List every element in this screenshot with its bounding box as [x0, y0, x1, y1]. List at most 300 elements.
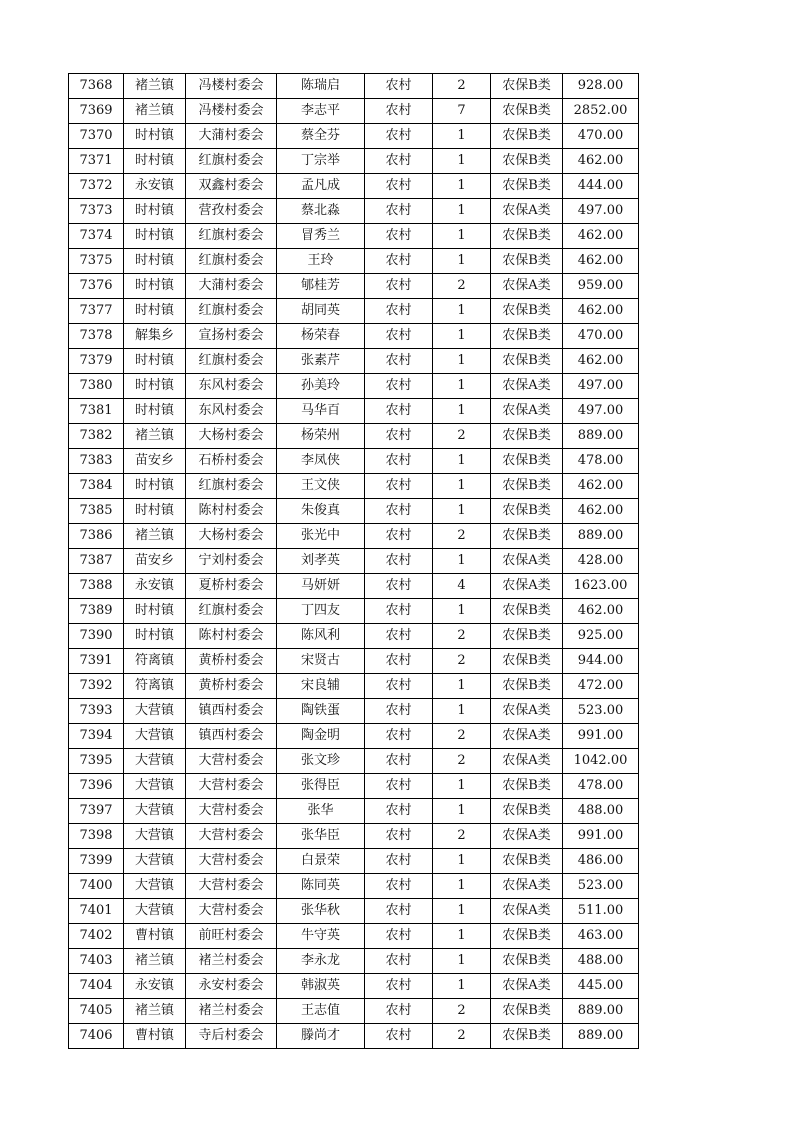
amount-cell: 462.00: [563, 299, 639, 324]
area-type-cell: 农村: [365, 424, 433, 449]
name-cell: 牛守英: [277, 924, 365, 949]
table-row: [69, 274, 639, 299]
town-cell: 褚兰镇: [124, 424, 186, 449]
row-number-cell: 7383: [69, 449, 124, 474]
insurance-category-cell: 农保B类: [491, 524, 563, 549]
table-row: [69, 124, 639, 149]
area-type-cell: 农村: [365, 974, 433, 999]
household-size-cell: 2: [433, 524, 491, 549]
table-row: [69, 949, 639, 974]
insurance-category-cell: 农保B类: [491, 324, 563, 349]
insurance-category-cell: 农保B类: [491, 649, 563, 674]
insurance-category-cell: 农保A类: [491, 199, 563, 224]
insurance-category-cell: 农保B类: [491, 474, 563, 499]
table-row: [69, 699, 639, 724]
row-number-cell: 7381: [69, 399, 124, 424]
village-committee-cell: 镇西村委会: [186, 724, 277, 749]
village-committee-cell: 红旗村委会: [186, 599, 277, 624]
village-committee-cell: 营孜村委会: [186, 199, 277, 224]
household-size-cell: 2: [433, 274, 491, 299]
village-committee-cell: 石桥村委会: [186, 449, 277, 474]
area-type-cell: 农村: [365, 999, 433, 1024]
insurance-category-cell: 农保B类: [491, 599, 563, 624]
village-committee-cell: 大蒲村委会: [186, 274, 277, 299]
row-number-cell: 7405: [69, 999, 124, 1024]
insurance-category-cell: 农保B类: [491, 99, 563, 124]
area-type-cell: 农村: [365, 199, 433, 224]
household-size-cell: 1: [433, 499, 491, 524]
insurance-category-cell: 农保B类: [491, 799, 563, 824]
amount-cell: 889.00: [563, 999, 639, 1024]
table-row: [69, 874, 639, 899]
household-size-cell: 1: [433, 849, 491, 874]
name-cell: 朱俊真: [277, 499, 365, 524]
insurance-category-cell: 农保A类: [491, 724, 563, 749]
village-committee-cell: 大蒲村委会: [186, 124, 277, 149]
amount-cell: 478.00: [563, 774, 639, 799]
town-cell: 时村镇: [124, 199, 186, 224]
town-cell: 曹村镇: [124, 1024, 186, 1049]
town-cell: 时村镇: [124, 399, 186, 424]
table-row: [69, 199, 639, 224]
town-cell: 时村镇: [124, 624, 186, 649]
amount-cell: 944.00: [563, 649, 639, 674]
table-row: [69, 599, 639, 624]
row-number-cell: 7396: [69, 774, 124, 799]
table-row: [69, 74, 639, 99]
insurance-category-cell: 农保A类: [491, 899, 563, 924]
area-type-cell: 农村: [365, 624, 433, 649]
amount-cell: 497.00: [563, 399, 639, 424]
village-committee-cell: 陈村村委会: [186, 499, 277, 524]
table-row: [69, 799, 639, 824]
household-size-cell: 1: [433, 874, 491, 899]
area-type-cell: 农村: [365, 899, 433, 924]
household-size-cell: 1: [433, 774, 491, 799]
insurance-category-cell: 农保B类: [491, 424, 563, 449]
household-size-cell: 2: [433, 424, 491, 449]
name-cell: 陈风利: [277, 624, 365, 649]
row-number-cell: 7387: [69, 549, 124, 574]
town-cell: 永安镇: [124, 174, 186, 199]
table-row: [69, 724, 639, 749]
amount-cell: 523.00: [563, 874, 639, 899]
area-type-cell: 农村: [365, 874, 433, 899]
amount-cell: 889.00: [563, 524, 639, 549]
household-size-cell: 1: [433, 449, 491, 474]
table-row: [69, 774, 639, 799]
row-number-cell: 7402: [69, 924, 124, 949]
household-size-cell: 1: [433, 399, 491, 424]
household-size-cell: 2: [433, 74, 491, 99]
village-committee-cell: 红旗村委会: [186, 299, 277, 324]
amount-cell: 462.00: [563, 249, 639, 274]
area-type-cell: 农村: [365, 299, 433, 324]
household-size-cell: 1: [433, 474, 491, 499]
village-committee-cell: 褚兰村委会: [186, 949, 277, 974]
town-cell: 永安镇: [124, 974, 186, 999]
area-type-cell: 农村: [365, 274, 433, 299]
household-size-cell: 1: [433, 249, 491, 274]
name-cell: 陈同英: [277, 874, 365, 899]
amount-cell: 462.00: [563, 349, 639, 374]
name-cell: 杨荣州: [277, 424, 365, 449]
area-type-cell: 农村: [365, 849, 433, 874]
town-cell: 大营镇: [124, 899, 186, 924]
table-row: [69, 749, 639, 774]
table-row: [69, 499, 639, 524]
town-cell: 曹村镇: [124, 924, 186, 949]
town-cell: 大营镇: [124, 724, 186, 749]
area-type-cell: 农村: [365, 1024, 433, 1049]
amount-cell: 889.00: [563, 1024, 639, 1049]
area-type-cell: 农村: [365, 524, 433, 549]
town-cell: 解集乡: [124, 324, 186, 349]
row-number-cell: 7391: [69, 649, 124, 674]
area-type-cell: 农村: [365, 499, 433, 524]
table-row: [69, 999, 639, 1024]
name-cell: 马妍妍: [277, 574, 365, 599]
table-row: [69, 349, 639, 374]
name-cell: 李永龙: [277, 949, 365, 974]
table-row: [69, 674, 639, 699]
area-type-cell: 农村: [365, 174, 433, 199]
name-cell: 蔡北淼: [277, 199, 365, 224]
name-cell: 马华百: [277, 399, 365, 424]
insurance-category-cell: 农保B类: [491, 349, 563, 374]
area-type-cell: 农村: [365, 74, 433, 99]
area-type-cell: 农村: [365, 774, 433, 799]
insurance-category-cell: 农保A类: [491, 699, 563, 724]
household-size-cell: 1: [433, 124, 491, 149]
village-committee-cell: 寺后村委会: [186, 1024, 277, 1049]
row-number-cell: 7389: [69, 599, 124, 624]
village-committee-cell: 陈村村委会: [186, 624, 277, 649]
amount-cell: 889.00: [563, 424, 639, 449]
name-cell: 张华秋: [277, 899, 365, 924]
amount-cell: 488.00: [563, 799, 639, 824]
row-number-cell: 7403: [69, 949, 124, 974]
amount-cell: 470.00: [563, 124, 639, 149]
table-row: [69, 549, 639, 574]
amount-cell: 486.00: [563, 849, 639, 874]
town-cell: 大营镇: [124, 774, 186, 799]
town-cell: 大营镇: [124, 699, 186, 724]
amount-cell: 959.00: [563, 274, 639, 299]
row-number-cell: 7376: [69, 274, 124, 299]
name-cell: 刘孝英: [277, 549, 365, 574]
row-number-cell: 7398: [69, 824, 124, 849]
area-type-cell: 农村: [365, 99, 433, 124]
name-cell: 陶铁蛋: [277, 699, 365, 724]
household-size-cell: 1: [433, 599, 491, 624]
household-size-cell: 4: [433, 574, 491, 599]
village-committee-cell: 大营村委会: [186, 824, 277, 849]
town-cell: 大营镇: [124, 849, 186, 874]
town-cell: 大营镇: [124, 749, 186, 774]
name-cell: 孟凡成: [277, 174, 365, 199]
insurance-category-cell: 农保A类: [491, 574, 563, 599]
amount-cell: 991.00: [563, 724, 639, 749]
table-row: [69, 149, 639, 174]
area-type-cell: 农村: [365, 324, 433, 349]
row-number-cell: 7386: [69, 524, 124, 549]
village-committee-cell: 东风村委会: [186, 374, 277, 399]
amount-cell: 497.00: [563, 199, 639, 224]
data-table: [68, 73, 639, 1049]
insurance-category-cell: 农保A类: [491, 549, 563, 574]
household-size-cell: 1: [433, 174, 491, 199]
town-cell: 大营镇: [124, 874, 186, 899]
town-cell: 褚兰镇: [124, 99, 186, 124]
area-type-cell: 农村: [365, 249, 433, 274]
name-cell: 张素芹: [277, 349, 365, 374]
table-row: [69, 924, 639, 949]
village-committee-cell: 大营村委会: [186, 799, 277, 824]
amount-cell: 462.00: [563, 474, 639, 499]
name-cell: 郇桂芳: [277, 274, 365, 299]
row-number-cell: 7378: [69, 324, 124, 349]
village-committee-cell: 红旗村委会: [186, 224, 277, 249]
town-cell: 时村镇: [124, 224, 186, 249]
insurance-category-cell: 农保B类: [491, 624, 563, 649]
table-row: [69, 224, 639, 249]
household-size-cell: 2: [433, 1024, 491, 1049]
area-type-cell: 农村: [365, 924, 433, 949]
area-type-cell: 农村: [365, 124, 433, 149]
name-cell: 李志平: [277, 99, 365, 124]
area-type-cell: 农村: [365, 349, 433, 374]
town-cell: 符离镇: [124, 649, 186, 674]
name-cell: 张光中: [277, 524, 365, 549]
household-size-cell: 1: [433, 699, 491, 724]
table-row: [69, 374, 639, 399]
household-size-cell: 2: [433, 824, 491, 849]
row-number-cell: 7390: [69, 624, 124, 649]
row-number-cell: 7373: [69, 199, 124, 224]
name-cell: 杨荣春: [277, 324, 365, 349]
row-number-cell: 7399: [69, 849, 124, 874]
town-cell: 时村镇: [124, 299, 186, 324]
town-cell: 永安镇: [124, 574, 186, 599]
village-committee-cell: 双鑫村委会: [186, 174, 277, 199]
town-cell: 时村镇: [124, 374, 186, 399]
insurance-category-cell: 农保B类: [491, 924, 563, 949]
table-row: [69, 99, 639, 124]
town-cell: 大营镇: [124, 799, 186, 824]
area-type-cell: 农村: [365, 599, 433, 624]
area-type-cell: 农村: [365, 399, 433, 424]
row-number-cell: 7404: [69, 974, 124, 999]
town-cell: 符离镇: [124, 674, 186, 699]
table-row: [69, 174, 639, 199]
table-row: [69, 899, 639, 924]
row-number-cell: 7393: [69, 699, 124, 724]
amount-cell: 523.00: [563, 699, 639, 724]
town-cell: 时村镇: [124, 599, 186, 624]
row-number-cell: 7400: [69, 874, 124, 899]
household-size-cell: 1: [433, 799, 491, 824]
household-size-cell: 1: [433, 974, 491, 999]
row-number-cell: 7394: [69, 724, 124, 749]
table-row: [69, 449, 639, 474]
row-number-cell: 7371: [69, 149, 124, 174]
name-cell: 宋良辅: [277, 674, 365, 699]
village-committee-cell: 镇西村委会: [186, 699, 277, 724]
household-size-cell: 2: [433, 649, 491, 674]
name-cell: 滕尚才: [277, 1024, 365, 1049]
town-cell: 时村镇: [124, 149, 186, 174]
row-number-cell: 7392: [69, 674, 124, 699]
household-size-cell: 1: [433, 199, 491, 224]
insurance-category-cell: 农保B类: [491, 999, 563, 1024]
area-type-cell: 农村: [365, 824, 433, 849]
insurance-category-cell: 农保A类: [491, 974, 563, 999]
town-cell: 时村镇: [124, 499, 186, 524]
amount-cell: 2852.00: [563, 99, 639, 124]
town-cell: 苗安乡: [124, 449, 186, 474]
amount-cell: 462.00: [563, 224, 639, 249]
table-row: [69, 824, 639, 849]
area-type-cell: 农村: [365, 374, 433, 399]
insurance-category-cell: 农保B类: [491, 174, 563, 199]
area-type-cell: 农村: [365, 549, 433, 574]
area-type-cell: 农村: [365, 674, 433, 699]
insurance-category-cell: 农保B类: [491, 849, 563, 874]
area-type-cell: 农村: [365, 949, 433, 974]
row-number-cell: 7379: [69, 349, 124, 374]
area-type-cell: 农村: [365, 724, 433, 749]
town-cell: 时村镇: [124, 249, 186, 274]
area-type-cell: 农村: [365, 474, 433, 499]
insurance-category-cell: 农保B类: [491, 1024, 563, 1049]
area-type-cell: 农村: [365, 799, 433, 824]
village-committee-cell: 大杨村委会: [186, 424, 277, 449]
table-row: [69, 1024, 639, 1049]
village-committee-cell: 大营村委会: [186, 874, 277, 899]
amount-cell: 511.00: [563, 899, 639, 924]
household-size-cell: 2: [433, 999, 491, 1024]
table-row: [69, 849, 639, 874]
name-cell: 陶金明: [277, 724, 365, 749]
household-size-cell: 1: [433, 224, 491, 249]
household-size-cell: 1: [433, 349, 491, 374]
amount-cell: 991.00: [563, 824, 639, 849]
town-cell: 时村镇: [124, 124, 186, 149]
village-committee-cell: 大杨村委会: [186, 524, 277, 549]
village-committee-cell: 大营村委会: [186, 849, 277, 874]
area-type-cell: 农村: [365, 649, 433, 674]
row-number-cell: 7406: [69, 1024, 124, 1049]
table-row: [69, 399, 639, 424]
household-size-cell: 2: [433, 624, 491, 649]
town-cell: 褚兰镇: [124, 74, 186, 99]
area-type-cell: 农村: [365, 449, 433, 474]
insurance-category-cell: 农保B类: [491, 149, 563, 174]
row-number-cell: 7369: [69, 99, 124, 124]
amount-cell: 1042.00: [563, 749, 639, 774]
row-number-cell: 7388: [69, 574, 124, 599]
household-size-cell: 1: [433, 674, 491, 699]
village-committee-cell: 冯楼村委会: [186, 99, 277, 124]
household-size-cell: 1: [433, 149, 491, 174]
village-committee-cell: 宁刘村委会: [186, 549, 277, 574]
town-cell: 时村镇: [124, 474, 186, 499]
household-size-cell: 1: [433, 324, 491, 349]
town-cell: 时村镇: [124, 349, 186, 374]
amount-cell: 925.00: [563, 624, 639, 649]
amount-cell: 488.00: [563, 949, 639, 974]
household-size-cell: 2: [433, 749, 491, 774]
town-cell: 褚兰镇: [124, 524, 186, 549]
household-size-cell: 1: [433, 949, 491, 974]
row-number-cell: 7401: [69, 899, 124, 924]
village-committee-cell: 红旗村委会: [186, 149, 277, 174]
village-committee-cell: 黄桥村委会: [186, 674, 277, 699]
table-row: [69, 424, 639, 449]
village-committee-cell: 红旗村委会: [186, 249, 277, 274]
village-committee-cell: 宣扬村委会: [186, 324, 277, 349]
insurance-category-cell: 农保B类: [491, 299, 563, 324]
area-type-cell: 农村: [365, 574, 433, 599]
amount-cell: 472.00: [563, 674, 639, 699]
village-committee-cell: 东风村委会: [186, 399, 277, 424]
area-type-cell: 农村: [365, 699, 433, 724]
name-cell: 孙美玲: [277, 374, 365, 399]
area-type-cell: 农村: [365, 149, 433, 174]
town-cell: 苗安乡: [124, 549, 186, 574]
area-type-cell: 农村: [365, 749, 433, 774]
row-number-cell: 7385: [69, 499, 124, 524]
village-committee-cell: 冯楼村委会: [186, 74, 277, 99]
household-size-cell: 1: [433, 924, 491, 949]
area-type-cell: 农村: [365, 224, 433, 249]
table-row: [69, 574, 639, 599]
insurance-category-cell: 农保B类: [491, 949, 563, 974]
insurance-category-cell: 农保B类: [491, 224, 563, 249]
amount-cell: 428.00: [563, 549, 639, 574]
insurance-category-cell: 农保A类: [491, 749, 563, 774]
insurance-category-cell: 农保B类: [491, 674, 563, 699]
insurance-category-cell: 农保B类: [491, 124, 563, 149]
table-row: [69, 649, 639, 674]
household-size-cell: 1: [433, 899, 491, 924]
name-cell: 胡同英: [277, 299, 365, 324]
table-row: [69, 524, 639, 549]
name-cell: 张华臣: [277, 824, 365, 849]
town-cell: 大营镇: [124, 824, 186, 849]
insurance-category-cell: 农保B类: [491, 249, 563, 274]
name-cell: 张文珍: [277, 749, 365, 774]
town-cell: 时村镇: [124, 274, 186, 299]
table-row: [69, 974, 639, 999]
amount-cell: 478.00: [563, 449, 639, 474]
insurance-category-cell: 农保B类: [491, 499, 563, 524]
village-committee-cell: 褚兰村委会: [186, 999, 277, 1024]
insurance-category-cell: 农保A类: [491, 824, 563, 849]
name-cell: 冒秀兰: [277, 224, 365, 249]
row-number-cell: 7397: [69, 799, 124, 824]
village-committee-cell: 前旺村委会: [186, 924, 277, 949]
row-number-cell: 7395: [69, 749, 124, 774]
insurance-category-cell: 农保B类: [491, 774, 563, 799]
name-cell: 王玲: [277, 249, 365, 274]
village-committee-cell: 永安村委会: [186, 974, 277, 999]
insurance-category-cell: 农保A类: [491, 374, 563, 399]
table-row: [69, 299, 639, 324]
amount-cell: 462.00: [563, 149, 639, 174]
insurance-category-cell: 农保A类: [491, 274, 563, 299]
